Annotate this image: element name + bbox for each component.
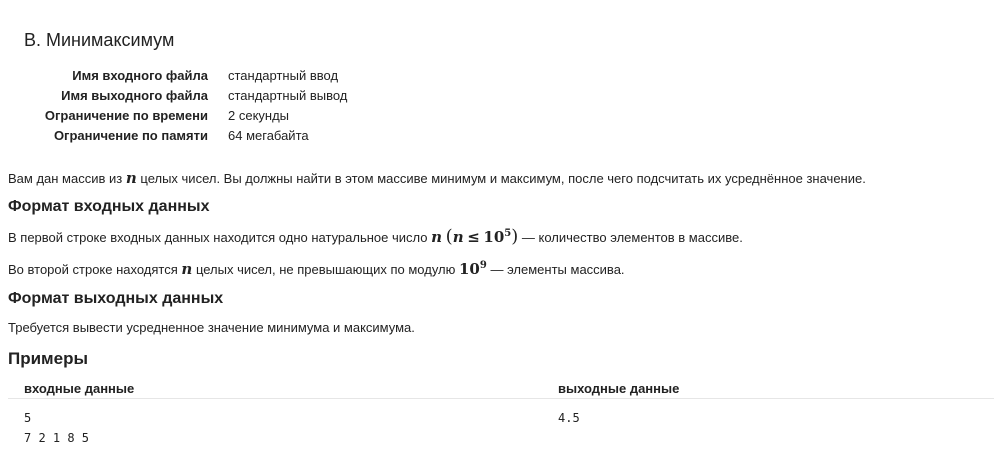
limit-value: 64 мегабайта (228, 128, 309, 143)
input-line2-before: Во второй строке находятся (8, 262, 178, 277)
input-line2-after: — элементы массива. (490, 262, 625, 277)
limits-table (36, 66, 347, 146)
input-line2-middle: целых чисел, не превышающих по модулю (195, 262, 456, 277)
limit-row-memory (36, 126, 347, 146)
statement-after: целых чисел. Вы должны найти в этом массиве минимум и максимум, после чего подсчитать их усреднённое значение. (140, 171, 866, 186)
math-leq: ≤ (467, 228, 480, 246)
limit-row-output-file (36, 86, 347, 106)
math-base: 10 (459, 260, 480, 278)
limit-row-input-file (36, 66, 347, 86)
examples-output-header: выходные данные (558, 381, 680, 396)
math-power (459, 260, 487, 278)
statement-text (8, 169, 866, 187)
input-line1-before: В первой строке входных данных находится одно натуральное число (8, 230, 428, 245)
limit-label: Имя выходного файла (61, 88, 208, 103)
math-power (483, 228, 511, 246)
math-base: 10 (483, 228, 505, 246)
input-format-line2 (8, 260, 625, 278)
input-format-heading: Формат входных данных (8, 198, 210, 215)
math-var-n: n (125, 169, 137, 187)
examples-heading: Примеры (8, 349, 88, 368)
limit-label: Имя входного файла (72, 68, 208, 83)
output-format-heading: Формат выходных данных (8, 290, 224, 307)
input-line1-after: — количество элементов в массиве. (521, 230, 743, 245)
math-var-n: n (181, 260, 193, 278)
math-var-n: n (452, 228, 464, 246)
statement-before: Вам дан массив из (8, 171, 123, 186)
output-format-text: Требуется вывести усредненное значение минимума и максимума. (8, 320, 415, 335)
math-exponent: 5 (504, 228, 512, 239)
limit-label: Ограничение по памяти (53, 128, 208, 143)
limit-value: 2 секунды (228, 108, 290, 123)
problem-title: B. Минимаксимум (24, 30, 175, 50)
example-input[interactable]: 5 7 2 1 8 5 (24, 411, 90, 445)
limit-row-time (36, 106, 347, 126)
math-exponent: 9 (479, 260, 487, 271)
example-output[interactable]: 4.5 (558, 411, 580, 425)
limit-label: Ограничение по времени (44, 108, 208, 123)
limit-value: стандартный вывод (228, 88, 348, 103)
input-format-line1 (8, 226, 743, 247)
paren-close: ) (511, 226, 519, 247)
examples-input-header: входные данные (24, 381, 135, 396)
paren-open: ( (445, 226, 453, 247)
examples-table-header (8, 380, 994, 399)
limit-value: стандартный ввод (228, 68, 339, 83)
math-var-n: n (431, 228, 443, 246)
